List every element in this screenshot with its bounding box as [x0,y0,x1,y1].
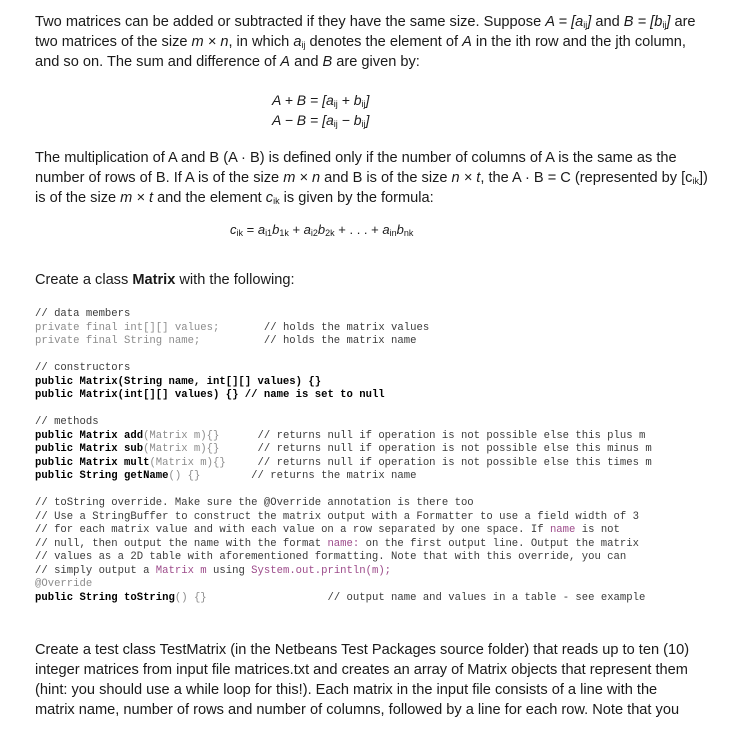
code-line: public Matrix(int[][] values) {} // name is set to null [35,389,385,401]
multiplication-paragraph [35,148,725,208]
code-comment: // data members [35,308,131,320]
code-annotation: @Override [35,578,93,590]
intro-paragraph [35,12,725,72]
intro-line-1: Two matrices can be added or subtracted if they have the same size. Suppose $A = [a_{ij}]$ and $B = [b_{ij}]$ are [35,14,696,30]
code-comment: // values as a 2D table with aforementioned formatting. Note that with this override, you can [35,551,627,563]
mult-line-3: is of the size m × t and the element $c_{ik}$ is given by the formula: [35,190,434,206]
intro-line-3: and so on. The sum and difference of A and B are given by: [35,54,420,70]
code-line: public Matrix(String name, int[][] values) {} [35,375,322,388]
product-formula: $c_{ik} = a_{i1}b_{1k} + a_{i2}b_{2k}$ + . . . + $a_{in}b_{nk}$ [230,222,414,238]
code-comment: // null, then output the name with the format name: on the first output line. Output the matrix [35,537,639,550]
test-class-paragraph [35,640,725,720]
code-line: public String toString() {} // output name and values in a table - see example [35,591,646,604]
code-comment: // Use a StringBuffer to construct the matrix output with a Formatter to use a field width of 3 [35,510,639,523]
code-comment: // methods [35,416,99,428]
intro-line-2: two matrices of the size m × n, in which $a_{ij}$ denotes the element of A in the ith row and the jth column, [35,34,686,50]
test-line-3: (hint: you should use a while loop for this!). Each matrix in the input file consists of a line with the [35,682,658,698]
mult-line-1: The multiplication of A and B (A · B) is defined only if the number of columns of A is the same as the [35,150,677,166]
code-comment: // simply output a Matrix m using System.out.println(m); [35,564,392,577]
difference-equation: $A - B = [a_{ij} - b_{ij}]$ [272,112,370,129]
test-line-1: Create a test class TestMatrix (in the Netbeans Test Packages source folder) that reads up to ten (10) [35,642,690,658]
code-line: public String getName() {} // returns the matrix name [35,470,417,482]
code-line: public Matrix add(Matrix m){} // returns null if operation is not possible else this plus m [35,429,646,442]
code-comment: // for each matrix value and with each value on a row separated by one space. If name is not [35,524,620,536]
code-block [35,308,652,605]
code-line: public Matrix mult(Matrix m){} // returns null if operation is not possible else this times m [35,456,652,469]
test-line-2: integer matrices from input file matrices.txt and creates an array of Matrix objects that represent them [35,662,688,678]
code-line: public Matrix sub(Matrix m){} // returns null if operation is not possible else this minus m [35,443,652,455]
code-line: private final String name; // holds the matrix name [35,335,417,347]
test-line-4: matrix name, number of rows and number of columns, followed by a line for each row. Note that you [35,702,680,718]
mult-line-2: number of rows of B. If A is of the size m × n and B is of the size n × t, the A · B = C (represented by $[c_{ik}]$) [35,170,708,186]
create-class-heading: Create a class Matrix with the following: [35,272,295,288]
code-comment: // constructors [35,362,131,374]
code-comment: // toString override. Make sure the @Override annotation is there too [35,497,474,509]
sum-equation: $A + B = [a_{ij} + b_{ij}]$ [272,92,370,109]
code-line: private final int[][] values; // holds the matrix values [35,321,430,334]
